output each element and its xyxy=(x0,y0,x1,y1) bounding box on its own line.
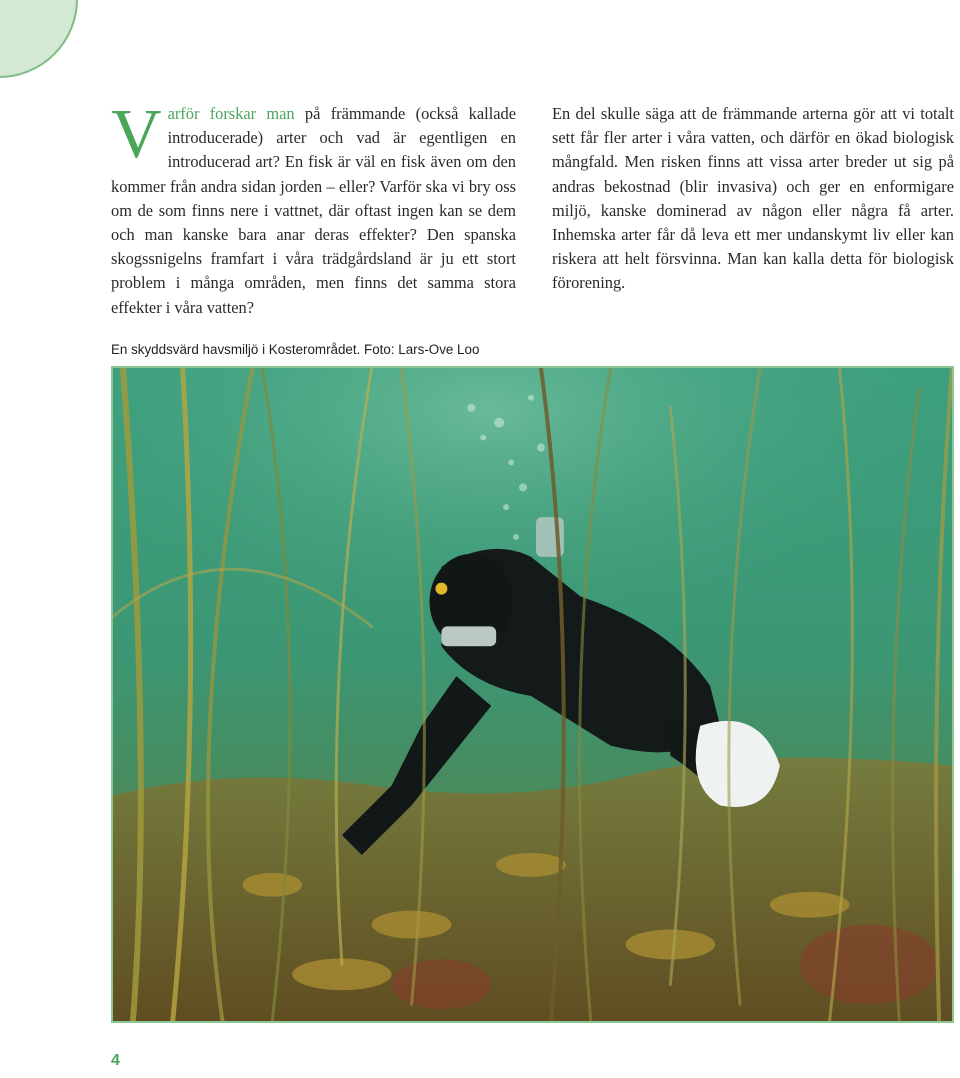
page-number: 4 xyxy=(111,1052,120,1069)
left-text-column xyxy=(111,96,517,320)
diver-seagrass-illustration xyxy=(113,368,952,1021)
corner-decoration-circle xyxy=(0,0,78,78)
right-body-text: En del skulle säga att de främmande arterna gör att vi totalt sett får fler arter i våra vatten, och därför en ökad biologisk mångfald. Men risken finns att vissa arter breder ut sig på andras bekostnad (blir invasiva) och ger en enformigare miljö, kanske dominerad av någon eller några få arter. Inhemska arter får då leva ett mer undanskymt liv eller kan riskera att helt försvinna. Man kan kalla detta för biologisk förorening. xyxy=(552,104,954,293)
lead-words: arför forskar man xyxy=(167,104,295,123)
right-text-column xyxy=(552,102,954,296)
dropcap-letter: V xyxy=(111,96,162,173)
underwater-photo xyxy=(111,366,954,1023)
photo-caption: En skyddsvärd havsmiljö i Kosterområdet. Foto: Lars-Ove Loo xyxy=(111,342,480,357)
intro-paragraph xyxy=(111,96,517,320)
left-body-text: på främmande (också kallade introducerade) arter och vad är egentligen en introducerad art? En fisk är väl en fisk även om den kommer från andra sidan jorden – eller? Varför ska vi bry oss om de som finns nere i vattnet, där oftast ingen kan se dem och man kanske bara anar deras effekter? Den spanska skogssnigelns framfart i våra trädgårdsland är ju ett stort problem i många områden, men finns det samma stora effekter i våra vatten? xyxy=(111,104,517,317)
